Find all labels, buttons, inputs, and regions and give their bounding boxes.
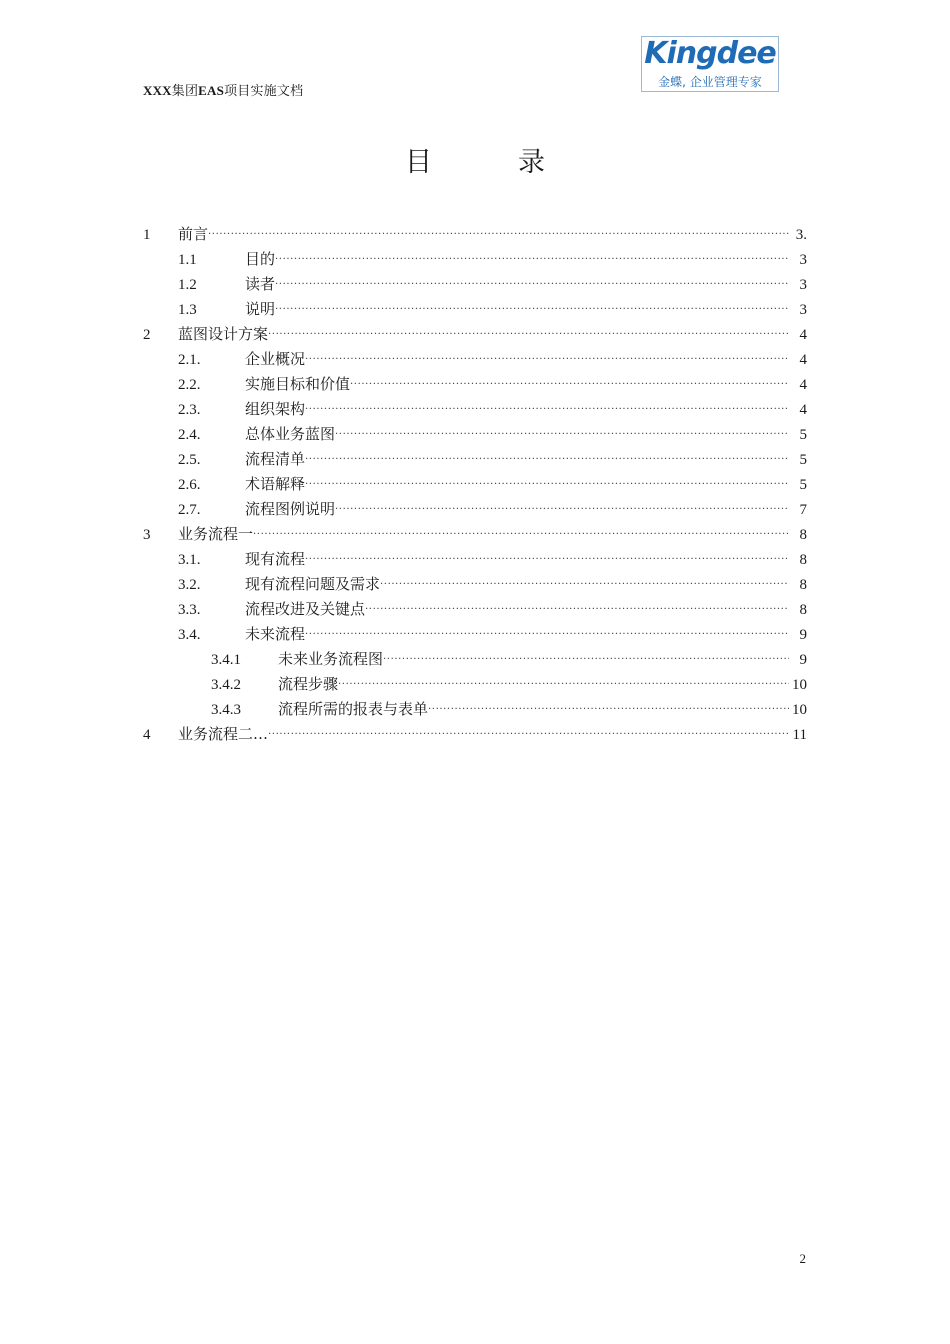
page-number: 2 [799, 1251, 806, 1266]
toc-entry-number: 2 [143, 327, 151, 343]
toc-entry[interactable] [143, 714, 807, 743]
toc-leader-dots [365, 589, 789, 614]
toc-entry-label: 组织架构 [245, 400, 306, 418]
toc-entry-label: 总体业务蓝图 [245, 425, 336, 443]
toc-entry-page: 9 [799, 652, 807, 668]
toc-entry-label: 前言 [178, 225, 209, 243]
toc-leader-dots [275, 239, 789, 264]
toc-entry-label: 说明 [245, 300, 276, 318]
toc-entry-label: 术语解释 [245, 475, 306, 493]
header-suffix: 项目实施文档 [224, 84, 304, 99]
toc-entry-label: 流程图例说明 [245, 500, 336, 518]
toc-entry[interactable] [143, 239, 807, 268]
toc-entry-label: 现有流程 [245, 550, 306, 568]
toc-entry-page: 10 [792, 702, 807, 718]
toc-entry-label: 现有流程问题及需求 [245, 575, 381, 593]
toc-entry-page: 8 [799, 577, 807, 593]
toc-entry-page: 3 [799, 252, 807, 268]
header-eas: EAS [198, 83, 225, 98]
header-mid: 集团 [171, 84, 199, 99]
toc-entry-page: 4 [799, 327, 807, 343]
toc-entry-number: 2.2. [178, 377, 201, 393]
toc-entry-label: 未来业务流程图 [278, 650, 384, 668]
toc-entry[interactable] [143, 539, 807, 568]
toc-leader-dots [338, 664, 789, 689]
toc-entry[interactable] [143, 514, 807, 543]
document-header-title [143, 80, 303, 99]
logo-wordmark: Kingdee [644, 36, 776, 71]
toc-entry-page: 8 [799, 527, 807, 543]
toc-entry-number: 3 [143, 527, 151, 543]
toc-entry[interactable] [143, 439, 807, 468]
toc-entry-number: 1.1 [178, 252, 197, 268]
toc-entry-number: 3.4.2 [211, 677, 241, 693]
toc-entry-number: 2.4. [178, 427, 201, 443]
toc-leader-dots [305, 614, 789, 639]
toc-entry-page: 11 [792, 727, 807, 743]
toc-entry-label: 流程清单 [245, 450, 306, 468]
toc-leader-dots [305, 389, 789, 414]
toc-entry[interactable] [143, 464, 807, 493]
toc-leader-dots [380, 564, 789, 589]
toc-entry-number: 2.7. [178, 502, 201, 518]
toc-entry-label: 业务流程二… [178, 725, 269, 743]
toc-leader-dots [335, 489, 789, 514]
toc-entry-page: 8 [799, 552, 807, 568]
logo-tagline: 金蝶, 企业管理专家 [658, 75, 762, 89]
toc-entry-page: 3 [799, 302, 807, 318]
toc-entry-page: 3. [795, 227, 807, 243]
toc-entry[interactable] [143, 664, 807, 693]
toc-entry-number: 3.1. [178, 552, 201, 568]
toc-entry-number: 1 [143, 227, 151, 243]
toc-entry-page: 4 [799, 377, 807, 393]
toc-entry-number: 3.2. [178, 577, 201, 593]
toc-entry-label: 实施目标和价值 [245, 375, 351, 393]
toc-leader-dots [305, 339, 789, 364]
toc-entry[interactable] [143, 614, 807, 643]
toc-leader-dots [208, 214, 789, 239]
toc-entry[interactable] [143, 339, 807, 368]
toc-entry-page: 7 [799, 502, 807, 518]
toc-entry[interactable] [143, 414, 807, 443]
toc-entry-number: 3.4.3 [211, 702, 241, 718]
toc-leader-dots [383, 639, 789, 664]
toc-entry[interactable] [143, 564, 807, 593]
toc-leader-dots [305, 439, 789, 464]
toc-entry-label: 业务流程一 [178, 525, 254, 543]
toc-entry-number: 2.5. [178, 452, 201, 468]
toc-leader-dots [275, 289, 789, 314]
toc-entry-label: 蓝图设计方案 [178, 325, 269, 343]
toc-entry-page: 4 [799, 402, 807, 418]
toc-entry-page: 8 [799, 602, 807, 618]
toc-leader-dots [268, 314, 789, 339]
toc-entry-label: 企业概况 [245, 350, 306, 368]
toc-entry-label: 流程改进及关键点 [245, 600, 366, 618]
toc-title: 目录 [405, 147, 631, 178]
toc-entry-number: 3.4.1 [211, 652, 241, 668]
toc-entry-number: 3.4. [178, 627, 201, 643]
table-of-contents [143, 214, 807, 743]
toc-leader-dots [305, 464, 789, 489]
toc-entry[interactable] [143, 639, 807, 668]
toc-leader-dots [305, 539, 789, 564]
toc-entry[interactable] [143, 389, 807, 418]
toc-entry[interactable] [143, 214, 807, 243]
toc-entry-page: 9 [799, 627, 807, 643]
toc-entry-page: 5 [799, 427, 807, 443]
toc-entry-page: 3 [799, 277, 807, 293]
toc-entry-number: 1.3 [178, 302, 197, 318]
toc-entry-number: 2.1. [178, 352, 201, 368]
toc-entry-page: 5 [799, 452, 807, 468]
toc-leader-dots [253, 514, 789, 539]
toc-entry-label: 读者 [245, 275, 276, 293]
header-prefix: XXX [143, 83, 172, 98]
toc-entry[interactable] [143, 314, 807, 343]
toc-entry-page: 5 [799, 477, 807, 493]
toc-entry-page: 10 [792, 677, 807, 693]
toc-entry-label: 流程步骤 [278, 675, 339, 693]
toc-entry-label: 未来流程 [245, 625, 306, 643]
toc-entry[interactable] [143, 689, 807, 718]
toc-entry[interactable] [143, 364, 807, 393]
toc-entry-number: 1.2 [178, 277, 197, 293]
toc-entry[interactable] [143, 264, 807, 293]
toc-entry-page: 4 [799, 352, 807, 368]
toc-entry-label: 目的 [245, 250, 276, 268]
toc-entry-label: 流程所需的报表与表单 [278, 700, 429, 718]
toc-leader-dots [428, 689, 789, 714]
toc-entry[interactable] [143, 289, 807, 318]
toc-leader-dots [275, 264, 789, 289]
toc-entry-number: 3.3. [178, 602, 201, 618]
toc-leader-dots [335, 414, 789, 439]
toc-entry-number: 2.3. [178, 402, 201, 418]
toc-entry-number: 4 [143, 727, 151, 743]
kingdee-logo [641, 36, 779, 92]
toc-leader-dots [350, 364, 789, 389]
toc-entry[interactable] [143, 489, 807, 518]
toc-entry-number: 2.6. [178, 477, 201, 493]
toc-leader-dots [268, 714, 789, 739]
toc-entry[interactable] [143, 589, 807, 618]
